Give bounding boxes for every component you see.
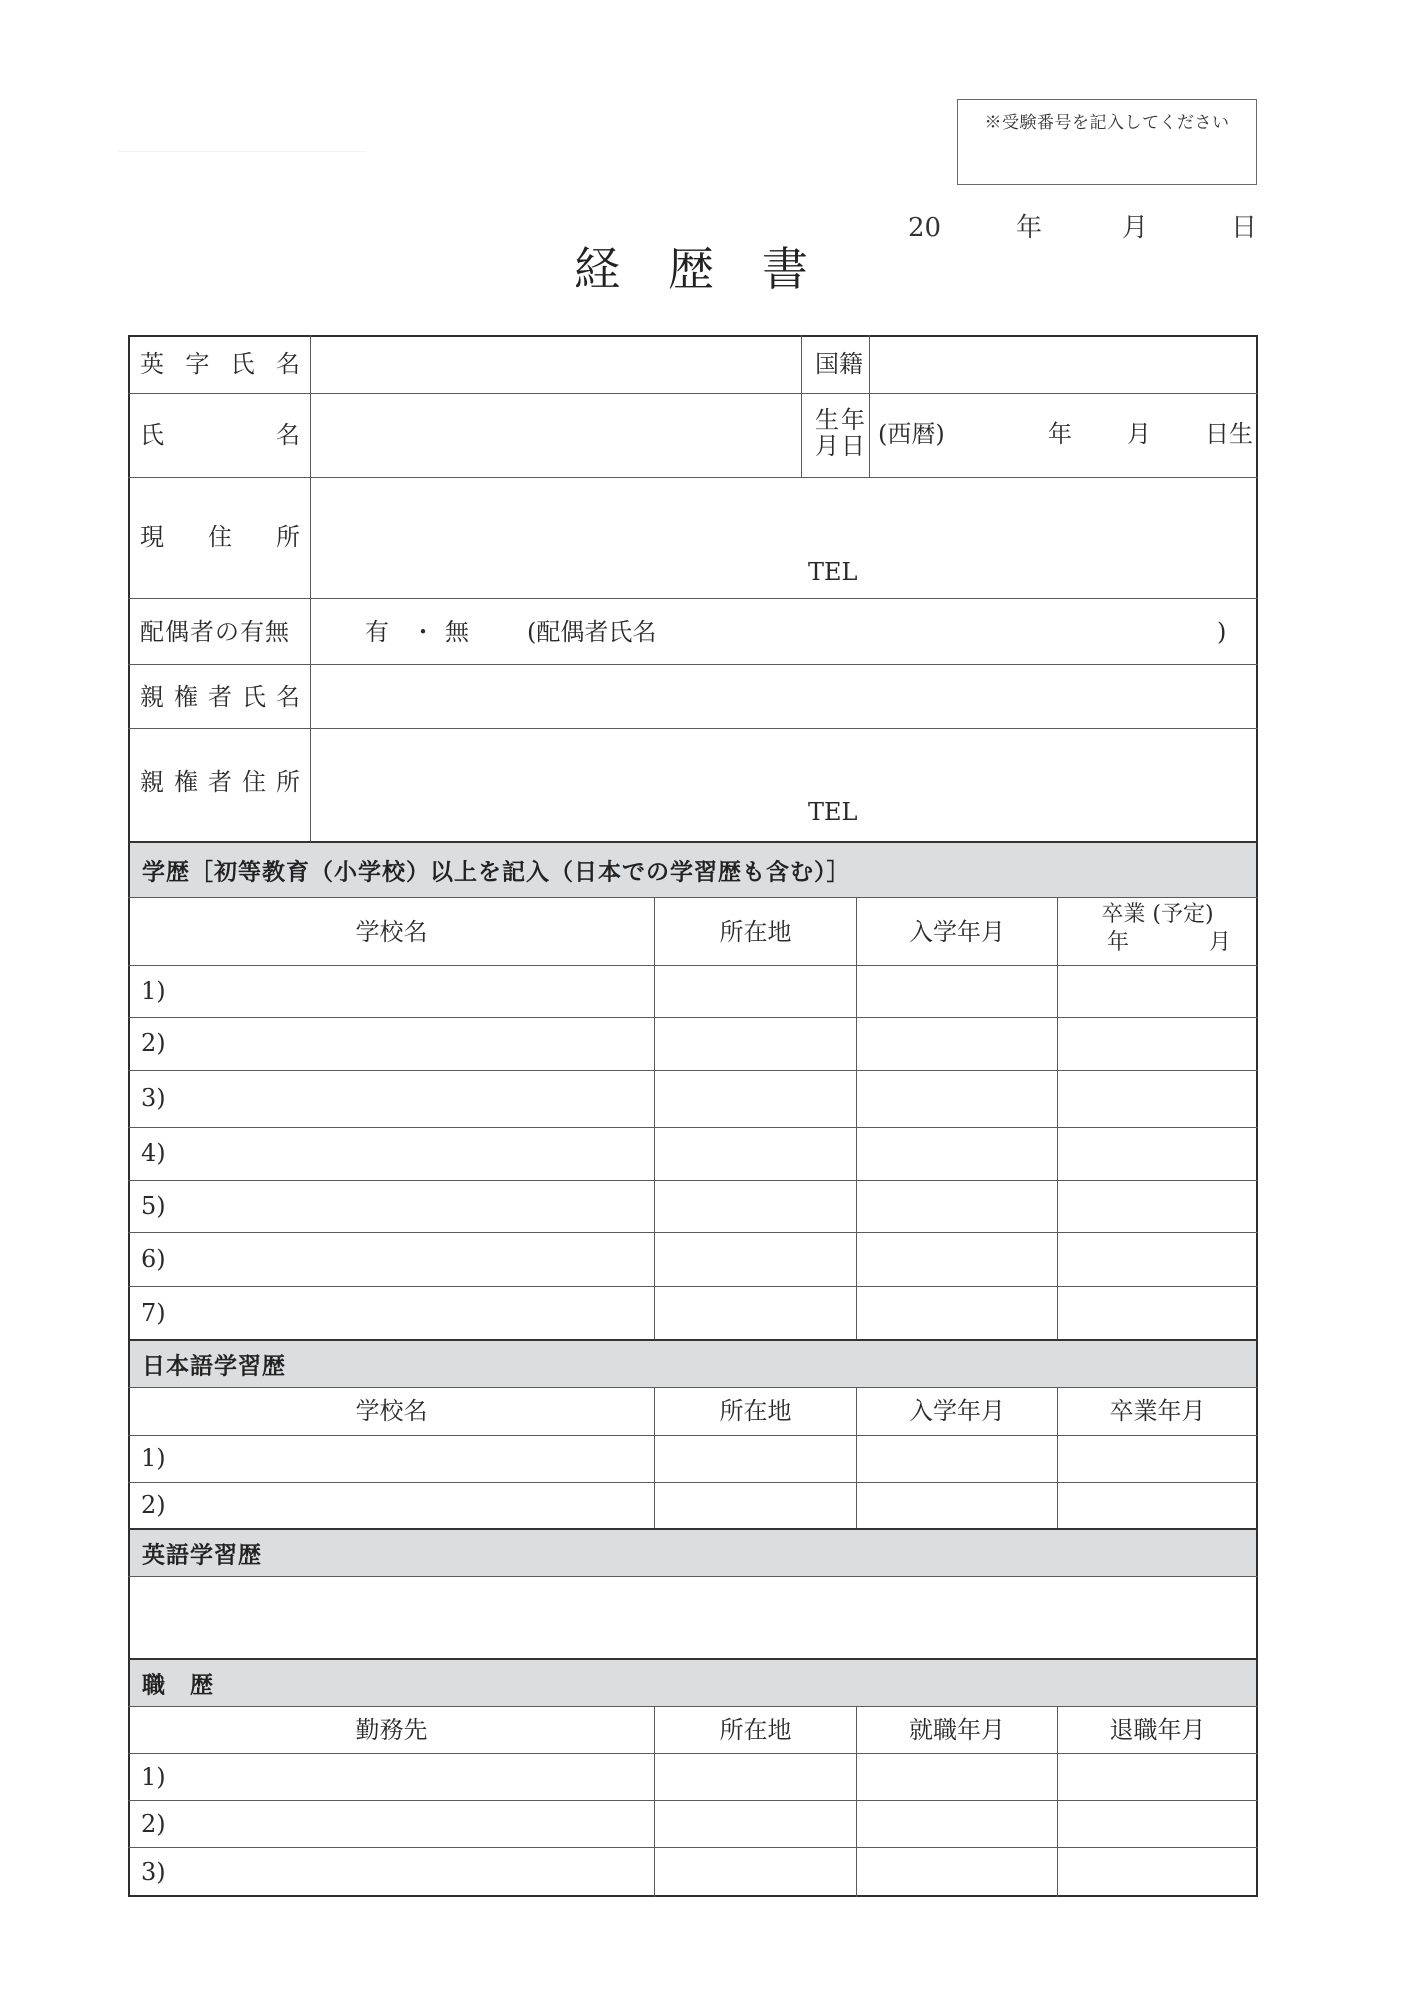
address-tel-label: TEL	[808, 558, 858, 586]
guardian-address-label	[140, 768, 300, 796]
guardian-name-label	[140, 683, 300, 711]
row-divider	[128, 1286, 1258, 1287]
label-char: 名	[276, 683, 300, 711]
jp-col-grad: 卒業年月	[1109, 1397, 1206, 1425]
label-char: 権	[174, 683, 198, 711]
spouse-no-option[interactable]: 無	[445, 618, 469, 646]
edu-col-grad-year: 年	[1107, 930, 1130, 955]
english-name-label	[140, 350, 300, 378]
section-english-study-title: 英語学習歴	[142, 1542, 262, 1569]
work-col-location: 所在地	[719, 1716, 792, 1744]
row-divider	[128, 1847, 1258, 1848]
birthdate-input[interactable]	[870, 394, 1256, 477]
date-year: 年	[1016, 213, 1043, 243]
spouse-separator: ・	[411, 618, 435, 646]
col-divider	[856, 897, 857, 1339]
row-divider	[128, 1017, 1258, 1018]
birthdate-label-line1: 生年	[815, 406, 867, 434]
edu-col-entry: 入学年月	[909, 918, 1005, 946]
row-divider	[128, 1482, 1258, 1483]
birthdate-month: 月	[1127, 420, 1151, 448]
edu-col-school: 学校名	[355, 918, 428, 946]
edu-row-number: 7)	[141, 1299, 166, 1327]
spouse-label: 配偶者の有無	[140, 618, 290, 646]
label-char: 住	[242, 768, 266, 796]
row-divider	[128, 1180, 1258, 1181]
label-char: 英	[140, 350, 164, 378]
label-char: 名	[276, 421, 300, 449]
label-char: 者	[208, 683, 232, 711]
edu-col-location: 所在地	[719, 918, 792, 946]
guardian-address-input[interactable]	[311, 729, 1257, 841]
row-divider	[128, 1387, 1258, 1388]
jp-row-number: 1)	[141, 1444, 166, 1472]
section-education-title: 学歴［初等教育（小学校）以上を記入（日本での学習歴も含む）］	[142, 859, 851, 886]
work-col-left: 退職年月	[1109, 1716, 1206, 1744]
row-divider	[128, 1070, 1258, 1071]
row-divider	[128, 1576, 1258, 1577]
edu-row-number: 5)	[141, 1192, 166, 1220]
nationality-label: 国籍	[815, 350, 863, 378]
spouse-name-open: (配偶者氏名	[527, 618, 657, 646]
section-japanese-study-title: 日本語学習歴	[142, 1353, 286, 1380]
label-char: 氏	[230, 350, 255, 378]
birthdate-year: 年	[1048, 420, 1072, 448]
label-char: 現	[140, 523, 164, 551]
col-divider	[654, 897, 655, 1339]
row-divider	[128, 1339, 1258, 1341]
spouse-field	[311, 599, 1257, 664]
row-divider	[128, 965, 1258, 966]
birthdate-day: 日生	[1205, 420, 1253, 448]
birthdate-era: (西暦)	[878, 420, 945, 448]
label-char: 親	[140, 683, 164, 711]
name-label	[140, 421, 300, 449]
spouse-yes-option[interactable]: 有	[365, 618, 389, 646]
jp-col-location: 所在地	[719, 1397, 792, 1425]
label-char: 権	[174, 768, 198, 796]
jp-col-school: 学校名	[355, 1397, 428, 1425]
english-study-input[interactable]	[129, 1578, 1257, 1657]
row-divider	[128, 897, 1258, 898]
label-char: 所	[276, 523, 300, 551]
name-input[interactable]	[311, 394, 800, 477]
jp-row-number: 2)	[141, 1491, 166, 1519]
row-divider	[128, 1658, 1258, 1660]
guardian-name-input[interactable]	[311, 665, 1257, 728]
spouse-name-close: )	[1217, 618, 1227, 646]
faint-rule	[118, 151, 365, 152]
label-char: 所	[276, 768, 300, 796]
page-title: 経歴書	[574, 242, 856, 296]
birthdate-label-line2: 月日	[815, 432, 867, 460]
label-char: 住	[208, 523, 232, 551]
exam-number-box[interactable]	[957, 99, 1257, 185]
date-era: 20	[908, 213, 942, 243]
label-char: 氏	[140, 421, 164, 449]
edu-row-number: 2)	[141, 1029, 166, 1057]
guardian-tel-label: TEL	[808, 798, 858, 826]
english-name-input[interactable]	[311, 336, 800, 393]
address-label	[140, 523, 300, 551]
work-row-number: 1)	[141, 1763, 166, 1791]
address-input[interactable]	[311, 478, 1257, 598]
label-char: 者	[208, 768, 232, 796]
edu-row-number: 6)	[141, 1245, 166, 1273]
row-divider	[128, 1753, 1258, 1754]
row-divider	[128, 1800, 1258, 1801]
label-char: 氏	[242, 683, 266, 711]
col-divider	[1057, 897, 1058, 1339]
edu-row-number: 4)	[141, 1139, 166, 1167]
row-divider	[128, 1232, 1258, 1233]
work-col-employer: 勤務先	[355, 1716, 428, 1744]
work-row-number: 2)	[141, 1810, 166, 1838]
row-divider	[128, 1528, 1258, 1530]
jp-col-entry: 入学年月	[909, 1397, 1005, 1425]
col-divider	[801, 335, 802, 477]
row-divider	[128, 1127, 1258, 1128]
edu-col-grad-line1: 卒業 (予定)	[1101, 902, 1214, 927]
nationality-input[interactable]	[870, 336, 1256, 393]
row-divider	[128, 1706, 1258, 1707]
row-divider	[128, 841, 1258, 843]
edu-col-graduation	[1058, 903, 1257, 963]
work-row-number: 3)	[141, 1858, 166, 1886]
label-char: 字	[185, 350, 210, 378]
label-char: 親	[140, 768, 164, 796]
spouse-name-input[interactable]	[651, 609, 1211, 653]
edu-row-number: 3)	[141, 1084, 166, 1112]
section-work-history-title: 職 歴	[142, 1672, 214, 1699]
label-char: 名	[275, 350, 300, 378]
date-month: 月	[1122, 213, 1149, 243]
work-col-hired: 就職年月	[909, 1716, 1005, 1744]
date-day: 日	[1231, 213, 1258, 243]
edu-col-grad-month: 月	[1209, 930, 1232, 955]
row-divider	[128, 1435, 1258, 1436]
edu-row-number: 1)	[141, 977, 166, 1005]
exam-number-note: ※受験番号を記入してください	[984, 113, 1230, 133]
